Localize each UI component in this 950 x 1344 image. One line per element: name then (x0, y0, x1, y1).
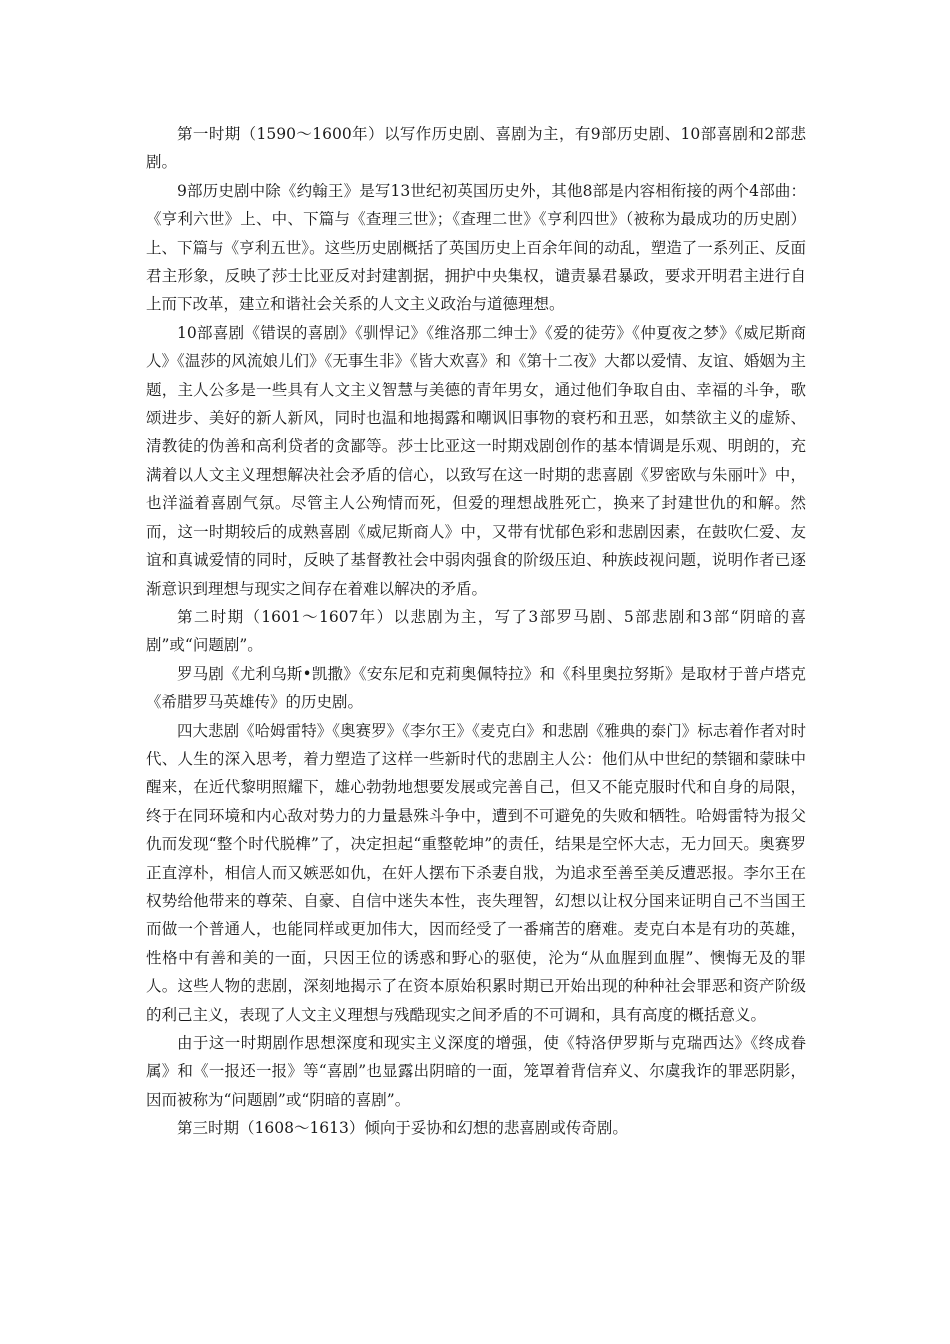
paragraph-roman-plays: 罗马剧《尤利乌斯•凯撒》《安东尼和克莉奥佩特拉》和《科里奥拉努斯》是取材于普卢塔克《希腊罗马英雄传》的历史剧。 (146, 664, 806, 712)
paragraph-period-one: 第一时期（1590～1600年）以写作历史剧、喜剧为主，有9部历史剧、10部喜剧和2部悲剧。 (146, 125, 806, 172)
paragraph-comedies: 10部喜剧《错误的喜剧》《驯悍记》《维洛那二绅士》《爱的徒劳》《仲夏夜之梦》《威尼斯商人》《温莎的风流娘儿们》《无事生非》《皆大欢喜》和《第十二夜》大都以爱情、友谊、婚姻为主题，主人公多是一些具有人文主义智慧与美德的青年男女，通过他们争取自由、幸福的斗争，歌颂进步、美好的新人新风，同时也温和地揭露和嘲讽旧事物的衰朽和丑恶，如禁欲主义的虚矫、清教徒的伪善和高利贷者的贪鄙等。莎士比亚这一时期戏剧创作的基本情调是乐观、明朗的，充满着以人文主义理想解决社会矛盾的信心，以致写在这一时期的悲喜剧《罗密欧与朱丽叶》中，也洋溢着喜剧气氛。尽管主人公殉情而死，但爱的理想战胜死亡，换来了封建世仇的和解。然而，这一时期较后的成熟喜剧《威尼斯商人》中，又带有忧郁色彩和悲剧因素，在鼓吹仁爱、友谊和真诚爱情的同时，反映了基督教社会中弱肉强食的阶级压迫、种族歧视问题，说明作者已逐渐意识到理想与现实之间存在着难以解决的矛盾。 (146, 323, 806, 598)
paragraph-period-two: 第二时期（1601～1607年）以悲剧为主，写了3部罗马剧、5部悲剧和3部“阴暗的喜剧”或“问题剧”。 (146, 607, 806, 655)
document-body (146, 120, 806, 1143)
paragraph-tragedies: 四大悲剧《哈姆雷特》《奥赛罗》《李尔王》《麦克白》和悲剧《雅典的泰门》标志着作者对时代、人生的深入思考，着力塑造了这样一些新时代的悲剧主人公：他们从中世纪的禁锢和蒙昧中醒来，在近代黎明照耀下，雄心勃勃地想要发展或完善自己，但又不能克服时代和自身的局限，终于在同环境和内心敌对势力的力量悬殊斗争中，遭到不可避免的失败和牺牲。哈姆雷特为报父仇而发现“整个时代脱榫”了，决定担起“重整乾坤”的责任，结果是空怀大志，无力回天。奥赛罗正直淳朴，相信人而又嫉恶如仇，在奸人摆布下杀妻自戕，为追求至善至美反遭恶报。李尔王在权势给他带来的尊荣、自豪、自信中迷失本性，丧失理智，幻想以让权分国来证明自己不当国王而做一个普通人，也能同样或更加伟大，因而经受了一番痛苦的磨难。麦克白本是有功的英雄，性格中有善和美的一面，只因王位的诱惑和野心的驱使，沦为“从血腥到血腥”、懊悔无及的罪人。这些人物的悲剧，深刻地揭示了在资本原始积累时期已开始出现的种种社会罪恶和资产阶级的利己主义，表现了人文主义理想与残酷现实之间矛盾的不可调和，具有高度的概括意义。 (146, 721, 806, 1024)
paragraph-problem-plays: 由于这一时期剧作思想深度和现实主义深度的增强，使《特洛伊罗斯与克瑞西达》《终成眷属》和《一报还一报》等“喜剧”也显露出阴暗的一面，笼罩着背信弃义、尔虞我诈的罪恶阴影，因而被称为“问题剧”或“阴暗的喜剧”。 (146, 1034, 806, 1109)
paragraph-history-plays: 9部历史剧中除《约翰王》是写13世纪初英国历史外，其他8部是内容相衔接的两个4部曲：《亨利六世》上、中、下篇与《查理三世》；《查理二世》《亨利四世》（被称为最成功的历史剧）上、下篇与《亨利五世》。这些历史剧概括了英国历史上百余年间的动乱，塑造了一系列正、反面君主形象，反映了莎士比亚反对封建割据，拥护中央集权，谴责暴君暴政，要求开明君主进行自上而下改革，建立和谐社会关系的人文主义政治与道德理想。 (146, 181, 806, 314)
paragraph-period-three: 第三时期（1608～1613）倾向于妥协和幻想的悲喜剧或传奇剧。 (177, 1119, 628, 1138)
